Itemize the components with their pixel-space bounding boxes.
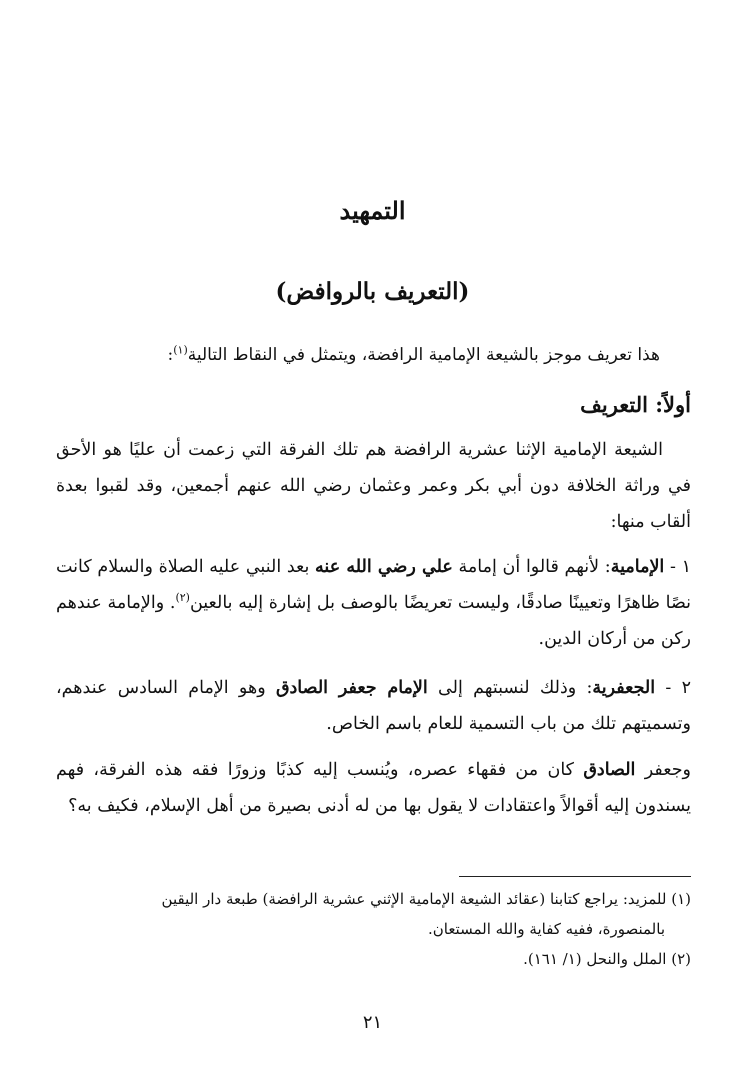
- footnote-marker-2: (٢): [175, 591, 190, 605]
- footnote-1-line-1: (١) للمزيد: يراجع كتابنا (عقائد الشيعة الإمامية الإثني عشرية الرافضة) طبعة دار اليقين: [161, 890, 691, 908]
- item-bold-phrase: الإمام جعفر الصادق: [275, 678, 428, 698]
- paragraph-lead: وجعفر: [635, 760, 691, 780]
- subheading-definition: أولاً: التعريف: [580, 392, 691, 417]
- intro-colon: :: [167, 345, 174, 365]
- intro-text: هذا تعريف موجز بالشيعة الإمامية الرافضة، ويتمثل في النقاط التالية: [187, 345, 660, 365]
- list-item-jaafariyya: [56, 670, 691, 742]
- item-text: : وذلك لنسبتهم إلى: [427, 678, 593, 698]
- footnote-divider: [459, 876, 691, 877]
- footnotes: [56, 884, 691, 974]
- paragraph-bold-phrase: الصادق: [583, 760, 636, 780]
- item-text: . والإمامة عندهم ركن من أركان الدين.: [56, 593, 691, 649]
- chapter-title: التمهيد: [339, 196, 406, 225]
- item-term: الجعفرية: [592, 678, 656, 698]
- list-item-imamiyya: [56, 549, 691, 657]
- footnote-2: (٢) الملل والنحل (١/ ١٦١).: [523, 950, 691, 968]
- item-number: ٢ -: [665, 678, 691, 698]
- paragraph-text: كان من فقهاء عصره، ويُنسب إليه كذبًا وزورًا فقه هذه الفرقة، فهم يسندون إليه أقوالاً واعتقادات لا يقول بها من له أدنى بصيرة من أهل الإسلام، فكيف به؟: [56, 760, 691, 816]
- item-text: : لأنهم قالوا أن إمامة: [452, 557, 611, 577]
- item-term: الإمامية: [610, 557, 665, 577]
- page-number: ٢١: [362, 1012, 383, 1033]
- footnote-marker-1: (١): [173, 343, 188, 357]
- jaafar-paragraph: [56, 752, 691, 824]
- intro-paragraph: [60, 340, 660, 370]
- item-number: ١ -: [669, 557, 691, 577]
- item-bold-phrase: علي رضي الله عنه: [315, 557, 453, 577]
- item-text: وهو الإمام السادس عندهم، وتسميتهم تلك من باب التسمية للعام باسم الخاص.: [56, 678, 691, 734]
- definition-paragraph: الشيعة الإمامية الإثنا عشرية الرافضة هم تلك الفرقة التي زعمت أن عليًا هو الأحق في وراثة الخلافة دون أبي بكر وعمر وعثمان رضي الله عنهم أجمعين، وقد لقبوا بعدة ألقاب منها:: [56, 440, 691, 532]
- item-text: بعد النبي عليه الصلاة والسلام كانت نصًا ظاهرًا وتعيينًا صادقًا، وليست تعريضًا بالوصف بل إشارة إليه بالعين: [56, 557, 692, 613]
- section-title: (التعريف بالروافض): [275, 278, 470, 305]
- footnote-1-line-2: بالمنصورة، ففيه كفاية والله المستعان.: [427, 920, 665, 938]
